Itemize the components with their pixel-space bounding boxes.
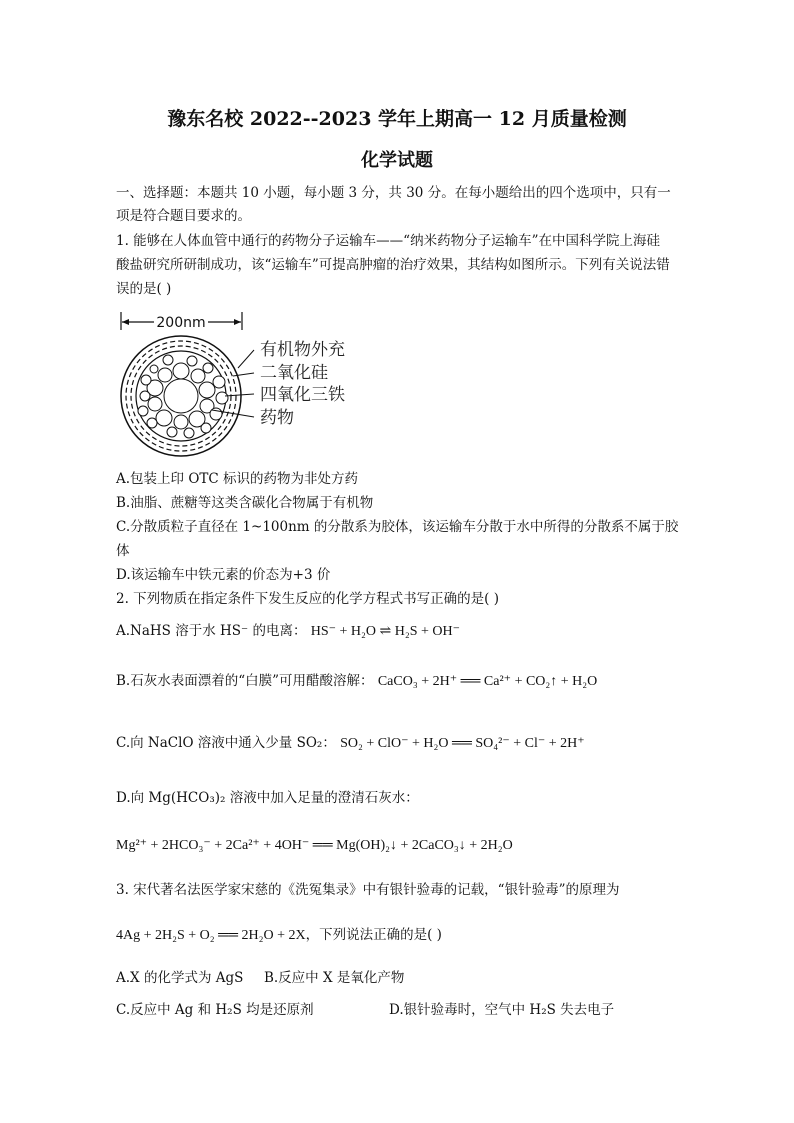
exam-title: 豫东名校 2022--2023 学年上期高一 12 月质量检测 [167,108,627,130]
figure-label-silica: 二氧化硅 [260,363,328,383]
q1-stem-line2: 酸盐研究所研制成功，该“运输车”可提高肿瘤的治疗效果，其结构如图所示。下列有关说法错 [116,257,670,273]
q1-stem-line3: 误的是( ) [116,281,172,297]
q2-option-c-equation: SO₂ + ClO⁻ + H₂O ══ SO₄²⁻ + Cl⁻ + 2H⁺ [340,736,585,751]
q3-stem-question: ，下列说法正确的是( ) [305,927,442,943]
q2-stem: 2. 下列物质在指定条件下发生反应的化学方程式书写正确的是( ) [116,591,499,607]
q1-option-c-line1: C.分散质粒子直径在 1~100nm 的分散系为胶体，该运输车分散于水中所得的分散系不属于胶 [116,519,679,535]
figure-label-drug: 药物 [260,408,294,428]
q3-reaction-equation: 4Ag + 2H₂S + O₂ ══ 2H₂O + 2X [116,928,306,943]
figure-label-iron-oxide: 四氧化三铁 [260,385,345,405]
q2-option-a [116,621,460,642]
q3-option-ab [116,968,404,988]
q2-option-b-text: B.石灰水表面漂着的“白膜”可用醋酸溶解： [116,673,374,689]
q3-option-b: B.反应中 X 是氧化产物 [263,970,405,986]
q2-option-a-text: A.NaHS 溶于水 HS⁻ 的电离： [116,623,307,639]
q3-option-d: D.银针验毒时，空气中 H₂S 失去电子 [389,1002,615,1018]
q3-stem-line1: 3. 宋代著名法医学家宋慈的《洗冤集录》中有银针验毒的记载，“银针验毒”的原理为 [116,882,620,898]
exam-subtitle: 化学试题 [361,150,433,171]
q1-option-d: D.该运输车中铁元素的价态为+3 价 [116,567,331,583]
section-heading-line2: 项是符合题目要求的。 [116,208,251,224]
section-heading-line1: 一、选择题：本题共 10 小题，每小题 3 分，共 30 分。在每小题给出的四个选项中，只有一 [116,185,671,201]
q2-option-a-equation: HS⁻ + H₂O ⇌ H₂S + OH⁻ [310,624,461,639]
dimension-arrow-right [234,319,241,325]
q1-option-c-line2: 体 [116,543,130,559]
dimension-arrow-left [122,319,129,325]
leader-line-iron-oxide [225,394,254,396]
figure-label-organic-shell: 有机物外充 [260,340,345,360]
dimension-label: 200nm [156,315,206,331]
q3-option-a: A.X 的化学式为 AgS [116,970,244,986]
q2-option-c-text: C.向 NaClO 溶液中通入少量 SO₂： [116,735,336,751]
q2-option-b [116,671,597,692]
q3-stem-line2 [116,925,442,946]
q3-option-c: C.反应中 Ag 和 H₂S 均是还原剂 [116,1002,314,1018]
q2-option-b-equation: CaCO₃ + 2H⁺ ══ Ca²⁺ + CO₂↑ + H₂O [377,674,598,689]
nanocarrier-figure [112,306,372,464]
q1-option-a: A.包装上印 OTC 标识的药物为非处方药 [116,471,359,487]
q1-stem-line1: 1. 能够在人体血管中通行的药物分子运输车——“纳米药物分子运输车”在中国科学院上海硅 [116,233,660,249]
q2-option-c [116,733,585,754]
q2-option-d-text: D.向 Mg(HCO₃)₂ 溶液中加入足量的澄清石灰水： [116,790,419,806]
leader-line-organic [238,350,254,368]
q2-option-d-equation: Mg²⁺ + 2HCO₃⁻ + 2Ca²⁺ + 4OH⁻ ══ Mg(OH)₂↓ + 2CaCO₃↓ + 2H₂O [116,838,513,853]
q1-option-b: B.油脂、蔗糖等这类含碳化合物属于有机物 [116,495,374,511]
